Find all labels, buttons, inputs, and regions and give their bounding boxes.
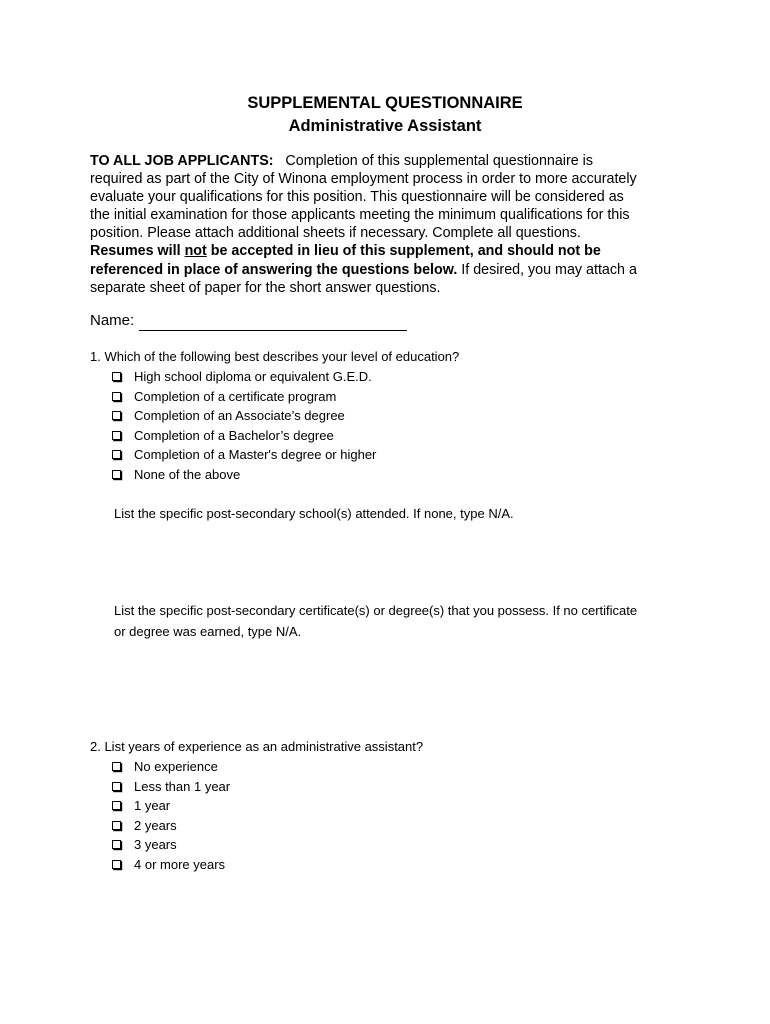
- intro-line-4: the initial examination for those applicants meeting the minimum qualifications for this: [90, 207, 630, 224]
- q2-option: [112, 759, 230, 779]
- checkbox-icon[interactable]: [112, 431, 121, 440]
- q1-sub-prompt-degrees: [114, 600, 684, 642]
- q2-option-label: 3 years: [134, 837, 177, 853]
- q2-option-label: Less than 1 year: [134, 778, 231, 794]
- checkbox-icon[interactable]: [112, 860, 121, 869]
- q1-sub-prompt-degrees-line-1: List the specific post-secondary certificate(s) or degree(s) that you possess. If no certificate: [114, 603, 638, 618]
- q2-option-label: 1 year: [134, 798, 171, 814]
- q1-option-label: Completion of a Bachelor’s degree: [134, 427, 334, 443]
- q1-option-label: High school diploma or equivalent G.E.D.: [134, 369, 372, 384]
- q1-option-label: Completion of a certificate program: [134, 388, 337, 404]
- q2-option: [112, 818, 230, 838]
- checkbox-icon[interactable]: [112, 411, 121, 420]
- q1-option: [112, 408, 376, 428]
- intro-line-3: evaluate your qualifications for this position. This questionnaire will be considered as: [90, 189, 624, 206]
- name-input-line[interactable]: [139, 313, 407, 331]
- checkbox-icon[interactable]: [112, 840, 121, 849]
- q1-sub-prompt-schools-text: List the specific post-secondary school(s) attended. If none, type N/A.: [114, 506, 514, 521]
- checkbox-icon[interactable]: [112, 470, 121, 479]
- q1-option: [112, 467, 376, 487]
- intro-bold-b: be accepted in lieu of this supplement, and should not be: [206, 243, 601, 260]
- intro-line-1-text: Completion of this supplemental questionnaire is: [285, 153, 593, 169]
- q2-option-label: 4 or more years: [134, 856, 226, 872]
- checkbox-icon[interactable]: [112, 801, 121, 810]
- q2-option: [112, 857, 230, 877]
- question-2-text: 2. List years of experience as an administrative assistant?: [90, 739, 424, 754]
- intro-line-5: position. Please attach additional sheets if necessary. Complete all questions.: [90, 225, 581, 242]
- document-subtitle: Administrative Assistant: [288, 117, 482, 135]
- q1-option: [112, 369, 376, 389]
- name-label: Name:: [90, 312, 135, 329]
- document-title: SUPPLEMENTAL QUESTIONNAIRE: [247, 94, 523, 112]
- checkbox-icon[interactable]: [112, 782, 121, 791]
- checkbox-icon[interactable]: [112, 762, 121, 771]
- checkbox-icon[interactable]: [112, 392, 121, 401]
- q2-option-label: No experience: [134, 759, 218, 774]
- intro-bold-underlined: not: [184, 243, 207, 260]
- intro-lead: TO ALL JOB APPLICANTS:: [90, 153, 274, 169]
- q1-option-label: Completion of a Master's degree or higher: [134, 447, 377, 463]
- q2-option: [112, 798, 230, 818]
- question-2-options: [112, 759, 230, 877]
- intro-bold-a: Resumes will: [90, 243, 185, 260]
- intro-line-7: [90, 261, 690, 279]
- q2-option: [112, 837, 230, 857]
- question-1-text: 1. Which of the following best describes your level of education?: [90, 349, 460, 364]
- q1-option-label: None of the above: [134, 466, 241, 482]
- q1-option-label: Completion of an Associate’s degree: [134, 408, 345, 424]
- intro-bold-c: referenced in place of answering the questions below.: [90, 261, 458, 278]
- checkbox-icon[interactable]: [112, 372, 121, 381]
- name-row: [90, 311, 407, 331]
- q1-sub-prompt-schools: [114, 503, 684, 524]
- intro-line-1: [90, 152, 690, 170]
- intro-line-8: separate sheet of paper for the short answer questions.: [90, 279, 441, 296]
- q1-option: [112, 389, 376, 409]
- checkbox-icon[interactable]: [112, 450, 121, 459]
- intro-line-6: [90, 242, 690, 260]
- q1-option: [112, 428, 376, 448]
- q2-option-label: 2 years: [134, 817, 177, 833]
- checkbox-icon[interactable]: [112, 821, 121, 830]
- q1-option: [112, 447, 376, 467]
- q2-option: [112, 779, 230, 799]
- intro-line-2: required as part of the City of Winona employment process in order to more accurately: [90, 171, 637, 188]
- intro-line-7-tail: If desired, you may attach a: [457, 261, 637, 278]
- question-1-options: [112, 369, 376, 487]
- q1-sub-prompt-degrees-line-2: or degree was earned, type N/A.: [114, 624, 302, 639]
- intro-paragraph: [90, 152, 690, 297]
